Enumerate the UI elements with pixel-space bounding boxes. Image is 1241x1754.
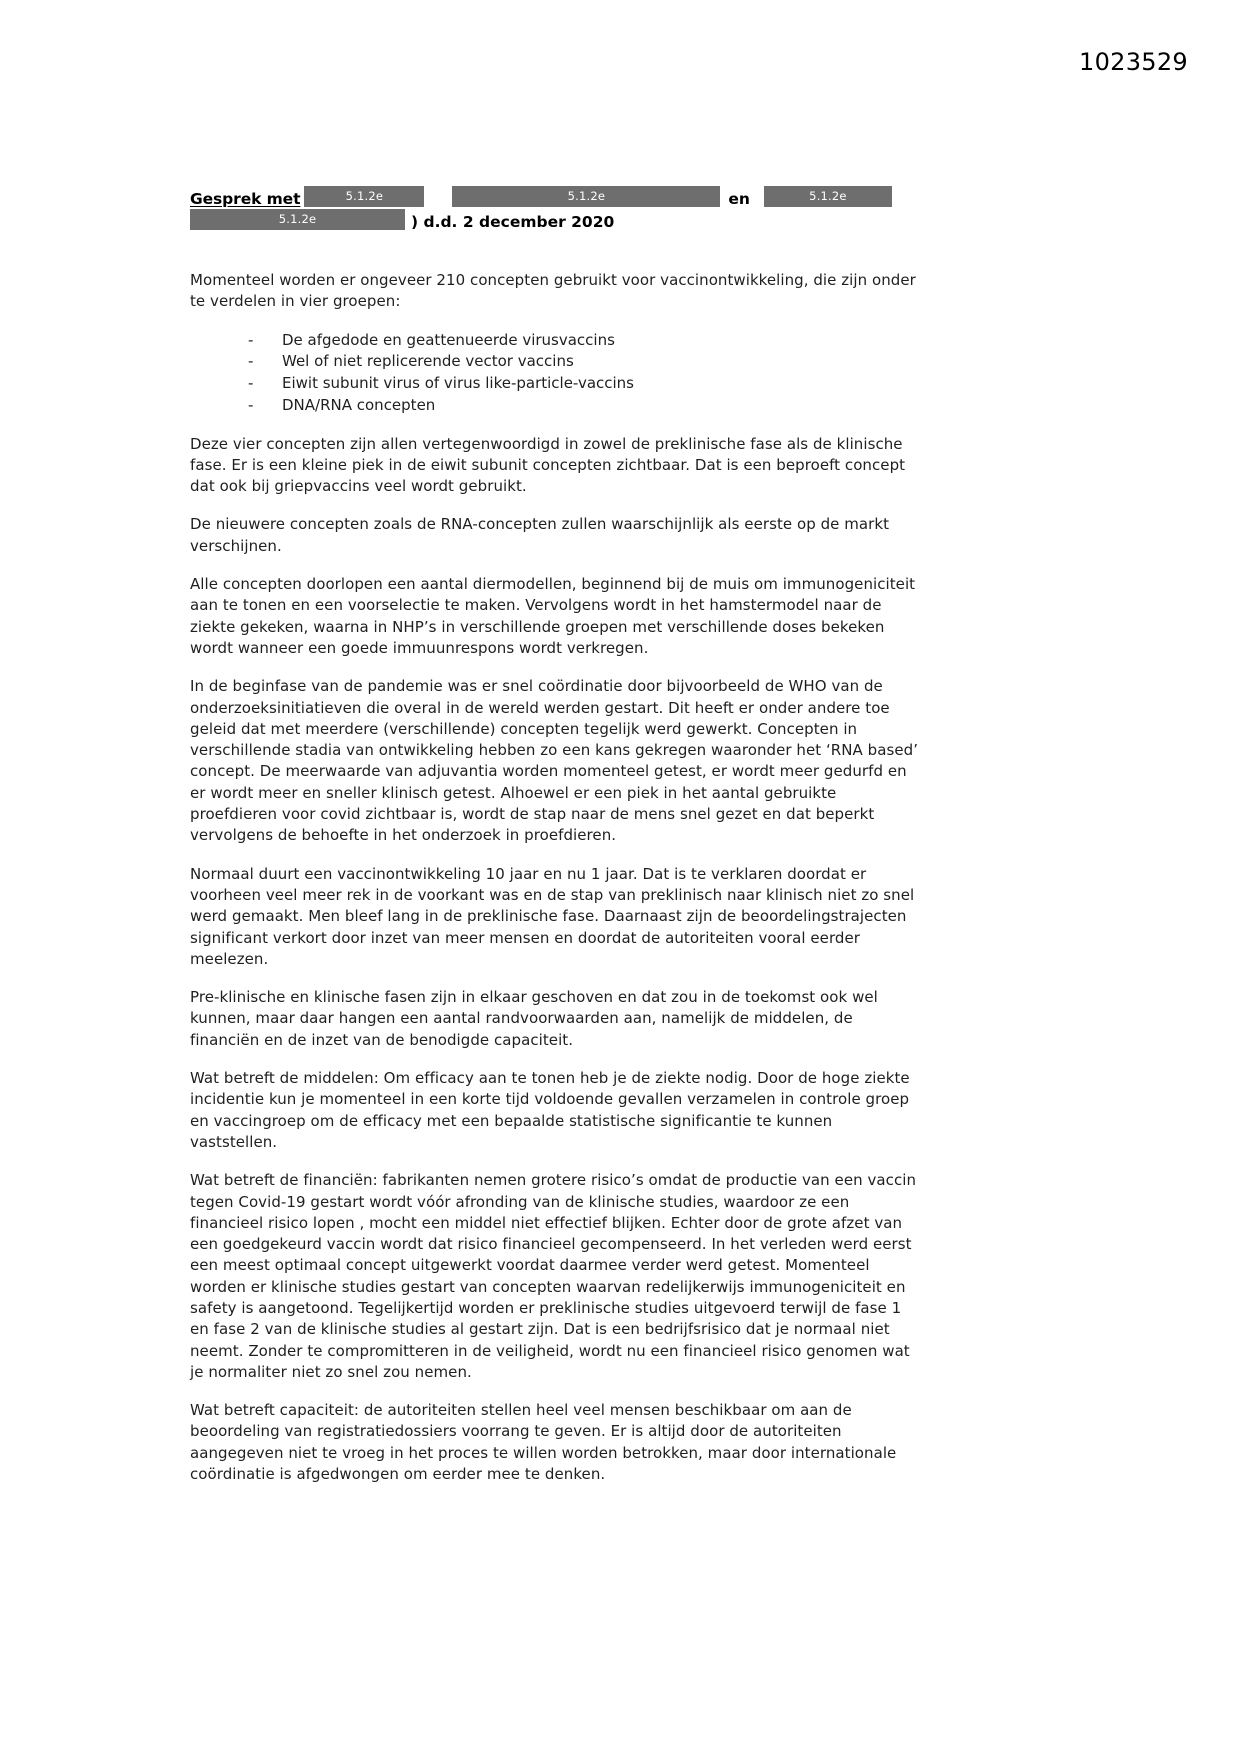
paragraph-preclinical-clinical: Pre-klinische en klinische fasen zijn in elkaar geschoven en dat zou in de toekomst ook wel kunnen, maar daar hangen een aantal randvoorwaarden aan, namelijk de middelen, de financiën en de inzet van de benodigde capaciteit. [190,988,878,1049]
paragraph-animal-models: Alle concepten doorlopen een aantal diermodellen, beginnend bij de muis om immunogeniciteit aan te tonen en een voorselectie te maken. Vervolgens wordt in het hamstermodel naar de ziekte gekeken, waarna in NHP’s in verschillende groepen met verschillende doses bekeken wordt wanneer een goede immuunrespons wordt verkregen. [190,575,916,657]
paragraph-means: Wat betreft de middelen: Om efficacy aan te tonen heb je de ziekte nodig. Door de hoge ziekte incidentie kun je momenteel in een korte tijd voldoende gevallen verzamelen in controle groep en vaccingroep om de efficacy met een bepaalde statistische significantie te kunnen vaststellen. [190,1069,910,1151]
paragraph-development-duration: Normaal duurt een vaccinontwikkeling 10 jaar en nu 1 jaar. Dat is te verklaren doordat er voorheen veel meer rek in de voorkant was en de stap van preklinisch naar klinisch niet zo snel werd gemaakt. Men bleef lang in de preklinische fase. Daarnaast zijn de beoordelingstrajecten significant verkort door inzet van meer mensen en doordat de autoriteiten vooral eerder meelezen. [190,864,915,968]
header-conjunction: en [728,189,750,208]
list-item: - Wel of niet replicerende vector vaccins [248,351,920,373]
redaction-bar-4: 5.1.2e [190,209,405,230]
list-item: - De afgedode en geattenueerde virusvaccins [248,330,920,352]
paragraph-finances: Wat betreft de financiën: fabrikanten nemen grotere risico’s omdat de productie van een vaccin tegen Covid-19 gestart wordt vóór afronding van de klinische studies, waardoor ze een financieel risico lopen , mocht een middel niet effectief blijken. Echter door de grote afzet van een goedgekeurd vaccin wordt dat risico financieel gecompenseerd. In het verleden werd eerst een meest optimaal concept uitgewerkt voordat daarmee verder werd getest. Momenteel worden er klinische studies gestart van concepten waarvan redelijkerwijs immunogeniciteit en safety is aangetoond. Tegelijkertijd worden er preklinische studies uitgevoerd terwijl de fase 1 en fase 2 van de klinische studies al gestart zijn. Dat is een bedrijfsrisico dat je normaal niet neemt. Zonder te compromitteren in de veiligheid, wordt nu een financieel risico genomen wat je normaliter niet zo snel zou nemen. [190,1171,917,1381]
paragraph-pandemic-coordination: In de beginfase van de pandemie was er snel coördinatie door bijvoorbeeld de WHO van de onderzoeksinitiatieven die overal in de wereld werden gestart. Dit heeft er onder andere toe geleid dat met meerdere (verschillende) concepten tegelijk werd gewerkt. Concepten in verschillende stadia van ontwikkeling hebben zo een kans gekregen waaronder het ‘RNA based’ concept. De meerwaarde van adjuvantia worden momenteel getest, er wordt meer gedurfd en er wordt meer en sneller klinisch getest. Alhoewel er een piek in het aantal gebruikte proefdieren voor covid zichtbaar is, wordt de stap naar de mens snel gezet en dat beperkt vervolgens de behoefte in het onderzoek in proefdieren. [190,677,919,845]
redaction-bar-1: 5.1.2e [304,186,424,207]
list-item: - DNA/RNA concepten [248,395,920,417]
vaccine-group-list [190,330,920,417]
document-body [190,186,920,1485]
page-number: 1023529 [1079,48,1188,76]
header-line-primary [190,186,920,207]
list-item: - Eiwit subunit virus of virus like-particle-vaccins [248,373,920,395]
intro-paragraph: Momenteel worden er ongeveer 210 concepten gebruikt voor vaccinontwikkeling, die zijn onder te verdelen in vier groepen: [190,271,916,311]
paragraph-capacity: Wat betreft capaciteit: de autoriteiten stellen heel veel mensen beschikbaar om aan de beoordeling van registratiedossiers voorrang te geven. Er is altijd door de autoriteiten aangegeven niet te vroeg in het proces te willen worden betrokken, maar door internationale coördinatie is afgedwongen om eerder mee te denken. [190,1401,897,1484]
document-header [190,186,920,230]
header-prefix-label: Gesprek met [190,189,301,208]
redaction-bar-2: 5.1.2e [452,186,720,207]
paragraph-concepts-phases: Deze vier concepten zijn allen vertegenwoordigd in zowel de preklinische fase als de klinische fase. Er is een kleine piek in de eiwit subunit concepten zichtbaar. Dat is een beproeft concept dat ook bij griepvaccins veel wordt gebruikt. [190,434,906,496]
header-date-text: ) d.d. 2 december 2020 [411,212,615,231]
paragraph-rna-concepts: De nieuwere concepten zoals de RNA-concepten zullen waarschijnlijk als eerste op de markt verschijnen. [190,515,890,555]
redaction-bar-3: 5.1.2e [764,186,892,207]
header-line-secondary [190,209,920,230]
